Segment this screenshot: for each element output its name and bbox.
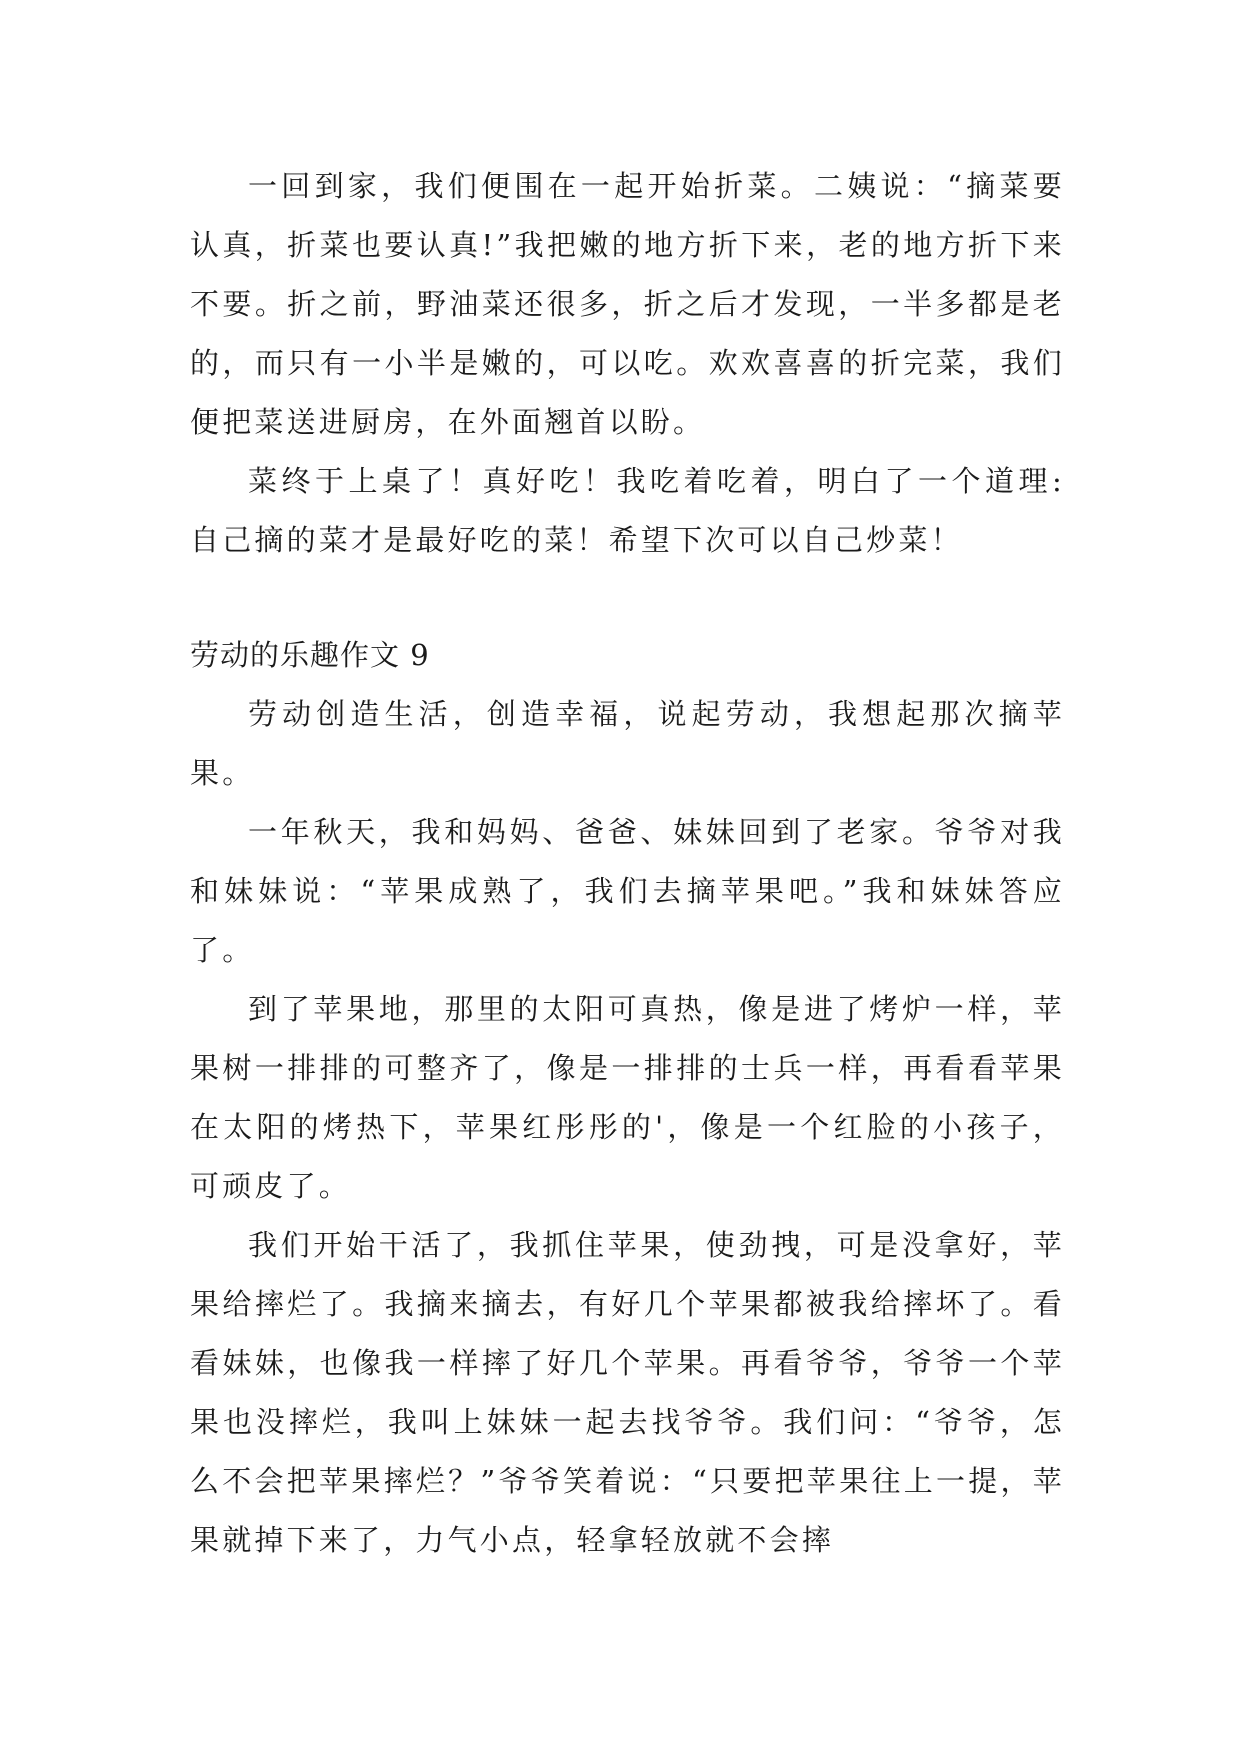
paragraph-autumn-hometown: 一年秋天，我和妈妈、爸爸、妹妹回到了老家。爷爷对我和妹妹说：“苹果成熟了，我们去摘苹果吧。”我和妹妹答应了。: [190, 815, 1065, 967]
document-page: [190, 157, 1065, 1570]
paragraph-start-work: 我们开始干活了，我抓住苹果，使劲拽，可是没拿好，苹果给摔烂了。我摘来摘去，有好几个苹果都被我给摔坏了。看看妹妹，也像我一样摔了好几个苹果。再看爷爷，爷爷一个苹果也没摔烂，我叫上妹妹一起去找爷爷。我们问：“爷爷，怎么不会把苹果摔烂？”爷爷笑着说：“只要把苹果往上一提，苹果就掉下来了，力气小点，轻拿轻放就不会摔: [190, 1228, 1065, 1557]
paragraph-apple-orchard: 到了苹果地，那里的太阳可真热，像是进了烤炉一样，苹果树一排排的可整齐了，像是一排排的士兵一样，再看看苹果在太阳的烤热下，苹果红彤彤的'，像是一个红脸的小孩子，可顽皮了。: [190, 992, 1065, 1203]
paragraph-dish-served: 菜终于上桌了！真好吃！我吃着吃着，明白了一个道理:自己摘的菜才是最好吃的菜！希望下次可以自己炒菜！: [190, 464, 1065, 557]
paragraph-intro-apple-picking: 劳动创造生活，创造幸福，说起劳动，我想起那次摘苹果。: [190, 697, 1065, 790]
essay-title: 劳动的乐趣作文 9: [190, 638, 430, 672]
paragraph-folding-vegetables: 一回到家，我们便围在一起开始折菜。二姨说：“摘菜要认真，折菜也要认真!”我把嫩的地方折下来，老的地方折下来不要。折之前，野油菜还很多，折之后才发现，一半多都是老的，而只有一小半是嫩的，可以吃。欢欢喜喜的折完菜，我们便把菜送进厨房，在外面翘首以盼。: [190, 169, 1065, 439]
